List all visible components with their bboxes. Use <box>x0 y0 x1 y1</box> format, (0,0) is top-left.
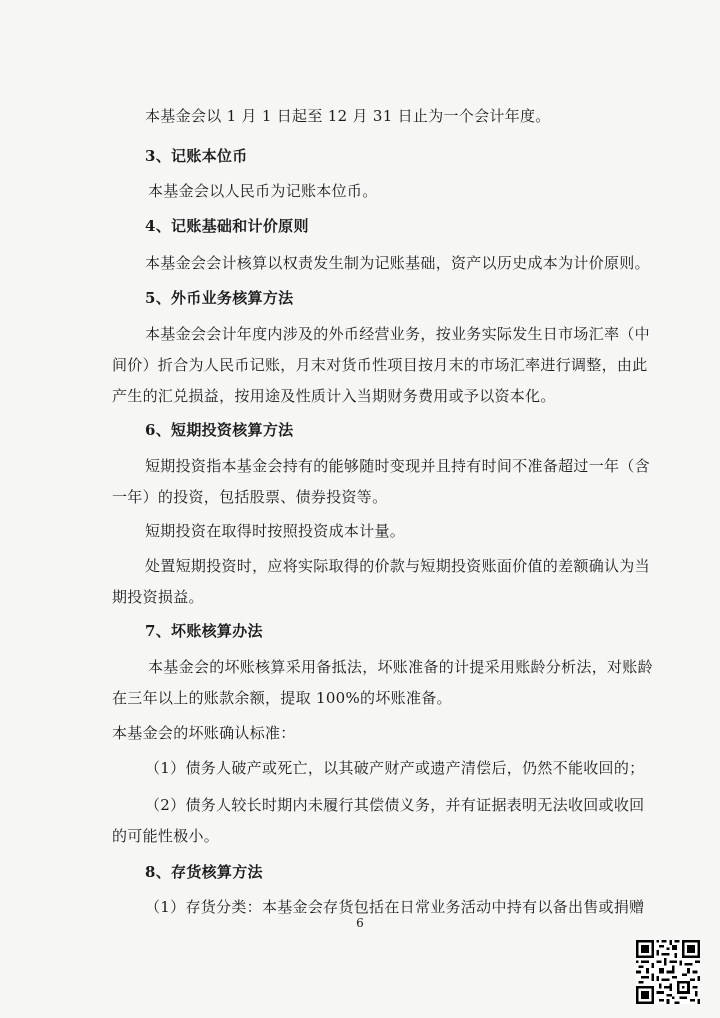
paragraph-line: 间价）折合为人民币记账，月末对货币性项目按月末的市场汇率进行调整，由此 <box>112 356 648 374</box>
paragraph-line: 一年）的投资，包括股票、债券投资等。 <box>112 488 388 506</box>
section-heading: 5、外币业务核算方法 <box>145 289 294 307</box>
paragraph-line: 处置短期投资时，应将实际取得的价款与短期投资账面价值的差额确认为当 <box>145 557 650 575</box>
paragraph-line: 本基金会的坏账核算采用备抵法，坏账准备的计提采用账龄分析法，对账龄 <box>148 658 653 676</box>
section-heading: 6、短期投资核算方法 <box>145 421 294 439</box>
qr-code-icon <box>636 940 700 1004</box>
section-heading: 4、记账基础和计价原则 <box>145 217 309 235</box>
paragraph-line: 产生的汇兑损益，按用途及性质计入当期财务费用或予以资本化。 <box>112 387 556 405</box>
paragraph-line: 本基金会以人民币为记账本位币。 <box>148 182 378 200</box>
section-heading: 3、记账本位币 <box>145 147 248 165</box>
paragraph-line: 短期投资在取得时按照投资成本计量。 <box>145 522 406 540</box>
paragraph-line: （2）债务人较长时期内未履行其偿债义务，并有证据表明无法收回或收回 <box>145 796 645 814</box>
paragraph-line: 期投资损益。 <box>112 588 204 606</box>
paragraph-line: （1）存货分类：本基金会存货包括在日常业务活动中持有以备出售或捐赠 <box>145 898 645 916</box>
page-number: 6 <box>356 916 364 930</box>
paragraph-line: 本基金会会计年度内涉及的外币经营业务，按业务实际发生日市场汇率（中 <box>145 325 650 343</box>
paragraph-line: 本基金会的坏账确认标准： <box>112 724 296 742</box>
paragraph-line: 在三年以上的账款余额，提取 100%的坏账准备。 <box>112 689 452 707</box>
paragraph-line: 的可能性极小。 <box>112 827 220 845</box>
paragraph-line: 短期投资指本基金会持有的能够随时变现并且持有时间不准备超过一年（含 <box>145 457 650 475</box>
paragraph-line: 本基金会以 1 月 1 日起至 12 月 31 日止为一个会计年度。 <box>145 107 551 125</box>
section-heading: 8、存货核算方法 <box>145 863 263 881</box>
paragraph-line: 本基金会会计核算以权责发生制为记账基础，资产以历史成本为计价原则。 <box>145 254 650 272</box>
section-heading: 7、坏账核算办法 <box>145 622 263 640</box>
paragraph-line: （1）债务人破产或死亡，以其破产财产或遗产清偿后，仍然不能收回的； <box>145 759 645 777</box>
